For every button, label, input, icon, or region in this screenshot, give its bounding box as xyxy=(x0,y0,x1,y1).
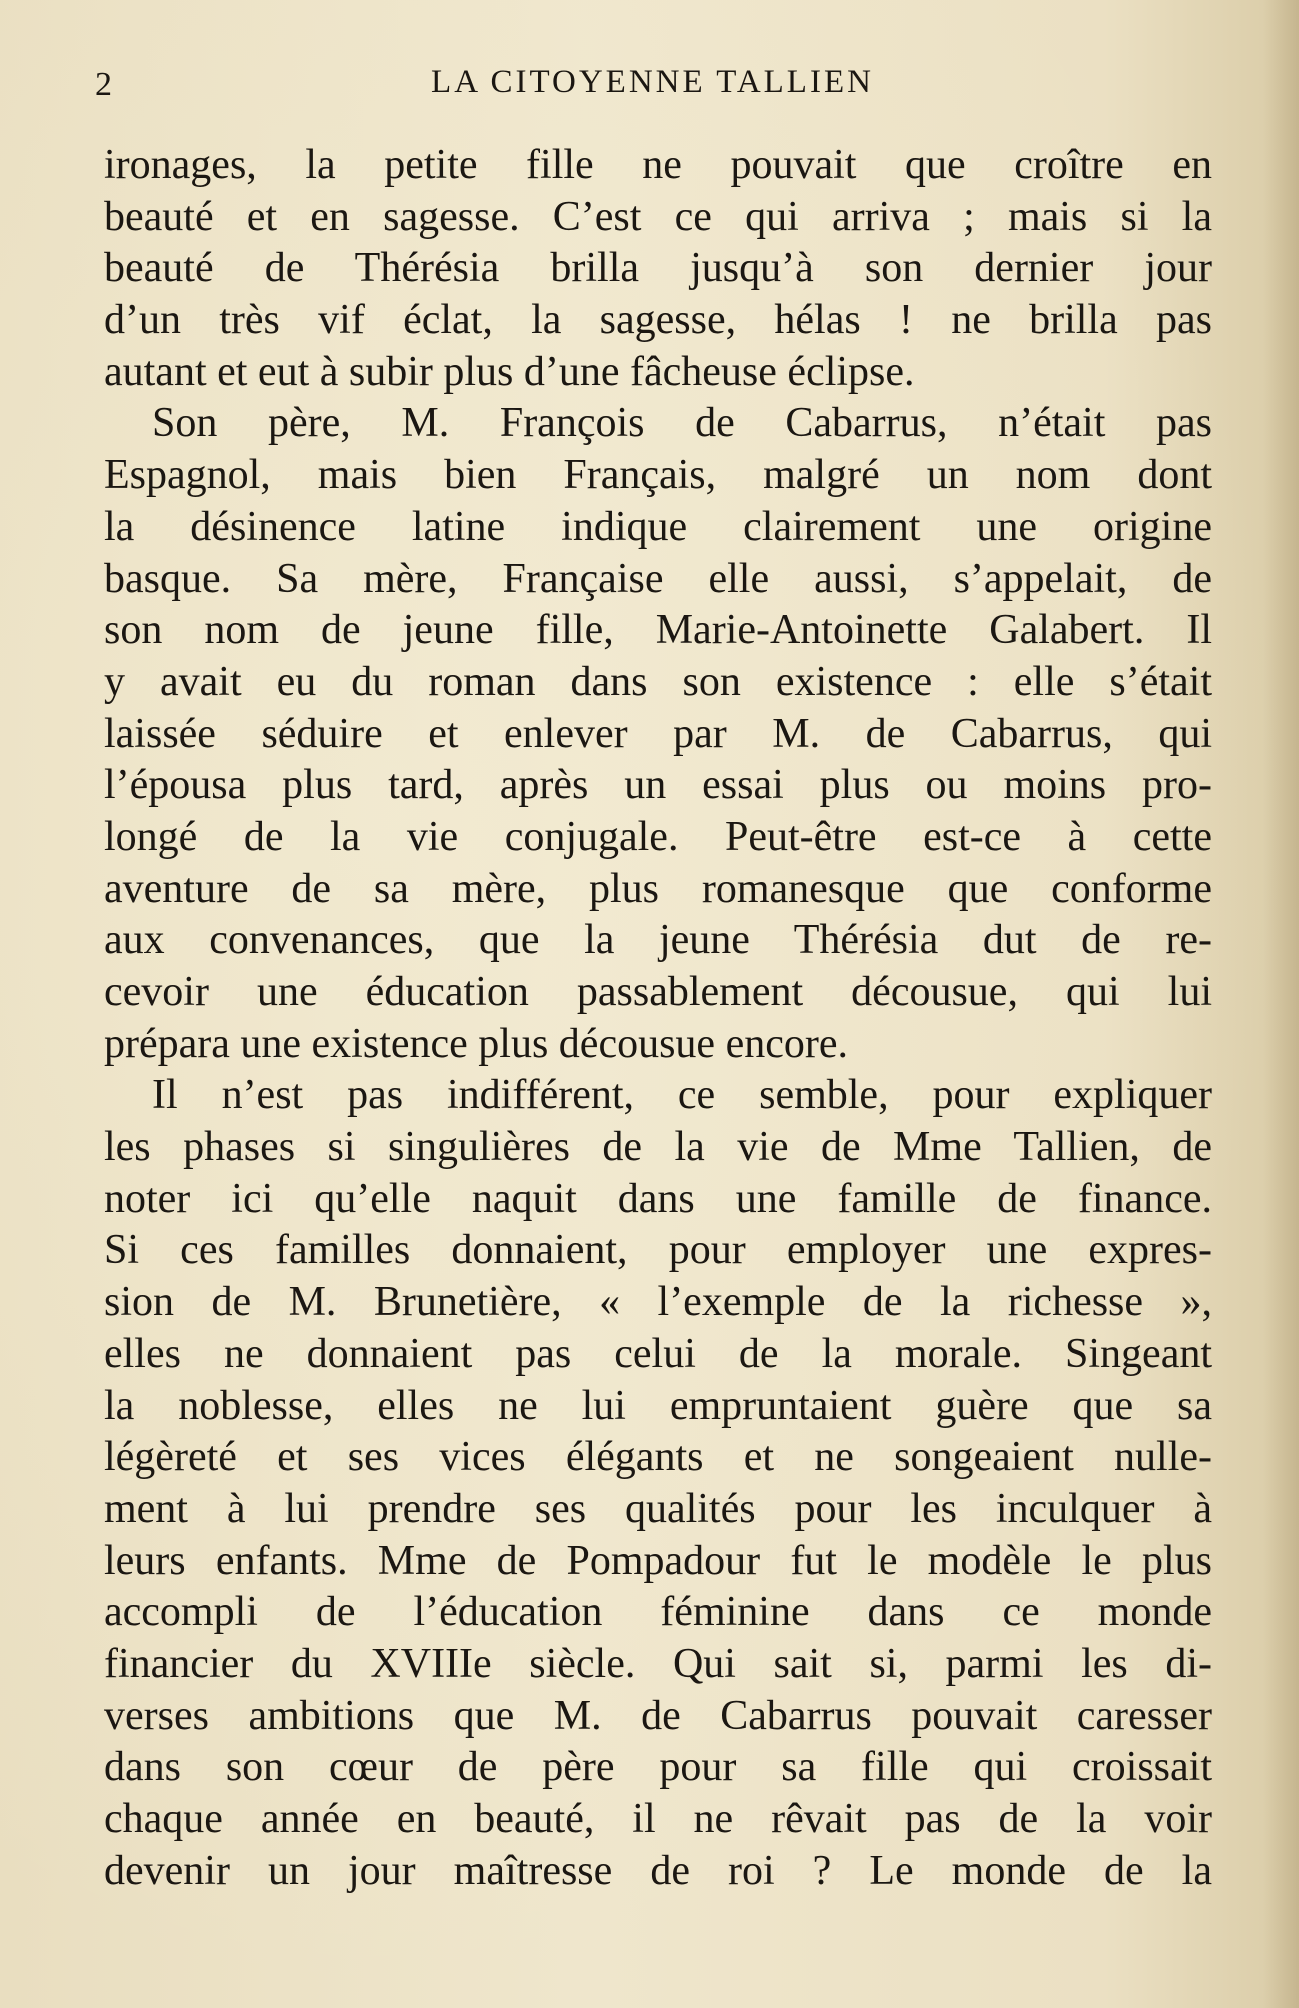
text-line: dans son cœur de père pour sa fille qui croissait xyxy=(104,1744,1212,1791)
text-line: basque. Sa mère, Française elle aussi, s’appelait, de xyxy=(104,555,1212,602)
text-line: longé de la vie conjugale. Peut-être est-ce à cette xyxy=(104,813,1212,860)
text-line: aventure de sa mère, plus romanesque que conforme xyxy=(104,865,1212,912)
text-line: Espagnol, mais bien Français, malgré un nom dont xyxy=(104,452,1212,499)
text-line: la désinence latine indique clairement une origine xyxy=(104,503,1212,550)
text-line: beauté et en sagesse. C’est ce qui arriva ; mais si la xyxy=(104,193,1212,240)
text-line: Si ces familles donnaient, pour employer une expres- xyxy=(104,1227,1212,1274)
text-line: sion de M. Brunetière, « l’exemple de la richesse », xyxy=(104,1279,1212,1326)
text-line: la noblesse, elles ne lui empruntaient guère que sa xyxy=(104,1382,1212,1429)
text-line: leurs enfants. Mme de Pompadour fut le modèle le plus xyxy=(104,1537,1212,1584)
text-line: légèreté et ses vices élégants et ne songeaient nulle- xyxy=(104,1434,1212,1481)
text-line: ment à lui prendre ses qualités pour les inculquer à xyxy=(104,1485,1212,1532)
text-line: Son père, M. François de Cabarrus, n’était pas xyxy=(152,400,1212,447)
text-line: Il n’est pas indifférent, ce semble, pour expliquer xyxy=(152,1072,1212,1119)
page-number: 2 xyxy=(95,66,112,103)
text-line: les phases si singulières de la vie de Mme Tallien, de xyxy=(104,1124,1212,1171)
text-line: accompli de l’éducation féminine dans ce monde xyxy=(104,1589,1212,1636)
text-line: noter ici qu’elle naquit dans une famille de finance. xyxy=(104,1175,1212,1222)
page-edge-shadow xyxy=(1263,0,1299,2008)
text-line: y avait eu du roman dans son existence : elle s’était xyxy=(104,658,1212,705)
text-line: ironages, la petite fille ne pouvait que croître en xyxy=(104,142,1212,188)
running-title: LA CITOYENNE TALLIEN xyxy=(431,64,874,100)
running-head xyxy=(95,62,1210,112)
text-line: d’un très vif éclat, la sagesse, hélas ! ne brilla pas xyxy=(104,297,1212,344)
text-line: devenir un jour maîtresse de roi ? Le monde de la xyxy=(104,1847,1212,1894)
text-line: prépara une existence plus décousue encore. xyxy=(104,1020,848,1067)
text-line: aux convenances, que la jeune Thérésia dut de re- xyxy=(104,917,1212,964)
text-line: son nom de jeune fille, Marie-Antoinette Galabert. Il xyxy=(104,607,1212,654)
text-line: beauté de Thérésia brilla jusqu’à son dernier jour xyxy=(104,245,1212,292)
text-line: autant et eut à subir plus d’une fâcheuse éclipse. xyxy=(104,348,915,395)
text-line: financier du XVIIIe siècle. Qui sait si, parmi les di- xyxy=(104,1640,1212,1687)
body-text xyxy=(104,140,1212,1897)
text-line: chaque année en beauté, il ne rêvait pas de la voir xyxy=(104,1796,1212,1842)
text-line: cevoir une éducation passablement décousue, qui lui xyxy=(104,969,1212,1015)
text-line: l’épousa plus tard, après un essai plus ou moins pro- xyxy=(104,762,1212,809)
text-line: laissée séduire et enlever par M. de Cabarrus, qui xyxy=(104,710,1212,757)
text-line: verses ambitions que M. de Cabarrus pouvait caresser xyxy=(104,1692,1212,1739)
text-line: elles ne donnaient pas celui de la morale. Singeant xyxy=(104,1330,1212,1377)
